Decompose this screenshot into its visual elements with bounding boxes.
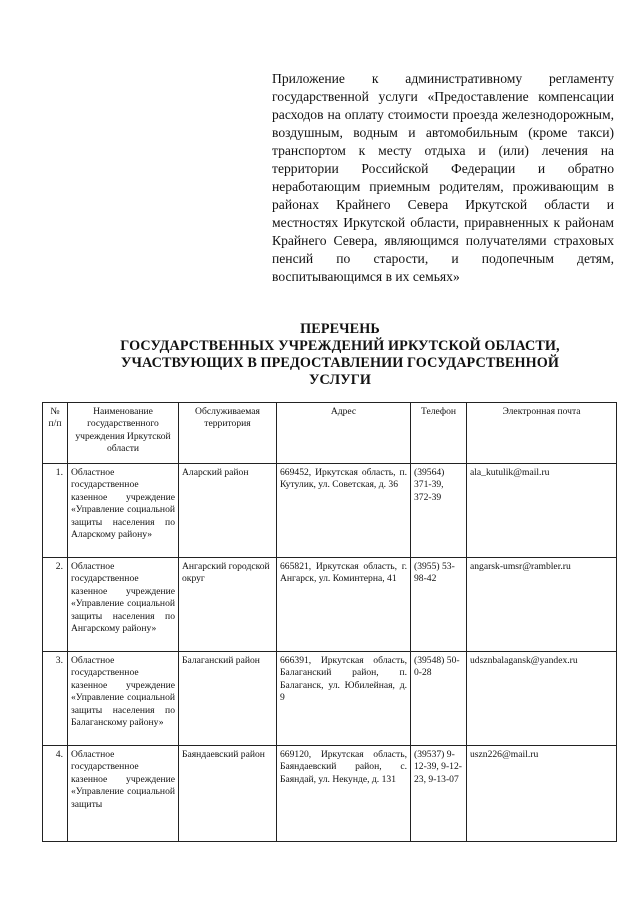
row-address: 666391, Иркутская область, Балаганский район, п. Балаганск, ул. Юбилейная, д. 9 xyxy=(277,652,411,746)
row-territory: Балаганский район xyxy=(179,652,277,746)
row-address: 669120, Иркутская область, Баяндаевский район, с. Баяндай, ул. Некунде, д. 131 xyxy=(277,746,411,842)
document-heading xyxy=(60,321,620,389)
table-row xyxy=(43,652,617,746)
row-phone: (3955) 53-98-42 xyxy=(411,558,467,652)
row-num: 1. xyxy=(43,464,68,558)
table-row xyxy=(43,464,617,558)
header-email: Электронная почта xyxy=(467,403,617,464)
row-name: Областное государственное казенное учреждение «Управление социальной защиты населения по Балаганскому району» xyxy=(68,652,179,746)
row-territory: Аларский район xyxy=(179,464,277,558)
row-num: 4. xyxy=(43,746,68,842)
row-email: angarsk-umsr@rambler.ru xyxy=(467,558,617,652)
heading-line-3: УЧАСТВУЮЩИХ В ПРЕДОСТАВЛЕНИИ ГОСУДАРСТВЕННОЙ xyxy=(120,355,560,371)
table-row xyxy=(43,558,617,652)
header-address: Адрес xyxy=(277,403,411,464)
row-name: Областное государственное казенное учреждение «Управление социальной защиты xyxy=(68,746,179,842)
institutions-table xyxy=(42,402,617,842)
row-email: udsznbalagansk@yandex.ru xyxy=(467,652,617,746)
row-email: ala_kutulik@mail.ru xyxy=(467,464,617,558)
row-territory: Ангарский городской округ xyxy=(179,558,277,652)
row-num: 3. xyxy=(43,652,68,746)
table-row xyxy=(43,746,617,842)
heading-line-2: ГОСУДАРСТВЕННЫХ УЧРЕЖДЕНИЙ ИРКУТСКОЙ ОБЛАСТИ, xyxy=(120,338,560,354)
row-phone: (39537) 9-12-39, 9-12-23, 9-13-07 xyxy=(411,746,467,842)
row-phone: (39564) 371-39, 372-39 xyxy=(411,464,467,558)
row-name: Областное государственное казенное учреждение «Управление социальной защиты населения по Ангарскому району» xyxy=(68,558,179,652)
row-email: uszn226@mail.ru xyxy=(467,746,617,842)
row-territory: Баяндаевский район xyxy=(179,746,277,842)
row-address: 665821, Иркутская область, г. Ангарск, ул. Коминтерна, 41 xyxy=(277,558,411,652)
header-num: № п/п xyxy=(43,403,68,464)
heading-line-4: УСЛУГИ xyxy=(309,372,371,388)
row-num: 2. xyxy=(43,558,68,652)
header-territory: Обслуживаемая территория xyxy=(179,403,277,464)
header-name: Наименование государственного учреждения Иркутской области xyxy=(68,403,179,464)
appendix-note: Приложение к административному регламенту государственной услуги «Предоставление компенсации расходов на оплату стоимости проезда железнодорожным, воздушным, водным и автомобильным (кроме такси) транспортом к месту отдыха и (или) лечения на территории Российской Федерации и обратно неработающим приемным родителям, проживающим в районах Крайнего Севера Иркутской области и местностях Иркутской области, приравненных к районам Крайнего Севера, являющимся получателями страховых пенсий по старости, и подопечным детям, воспитывающимся в их семьях» xyxy=(272,71,614,284)
row-address: 669452, Иркутская область, п. Кутулик, ул. Советская, д. 36 xyxy=(277,464,411,558)
row-name: Областное государственное казенное учреждение «Управление социальной защиты населения по Аларскому району» xyxy=(68,464,179,558)
row-phone: (39548) 50-0-28 xyxy=(411,652,467,746)
table-header-row xyxy=(43,403,617,464)
header-phone: Телефон xyxy=(411,403,467,464)
heading-line-1: ПЕРЕЧЕНЬ xyxy=(300,321,380,337)
